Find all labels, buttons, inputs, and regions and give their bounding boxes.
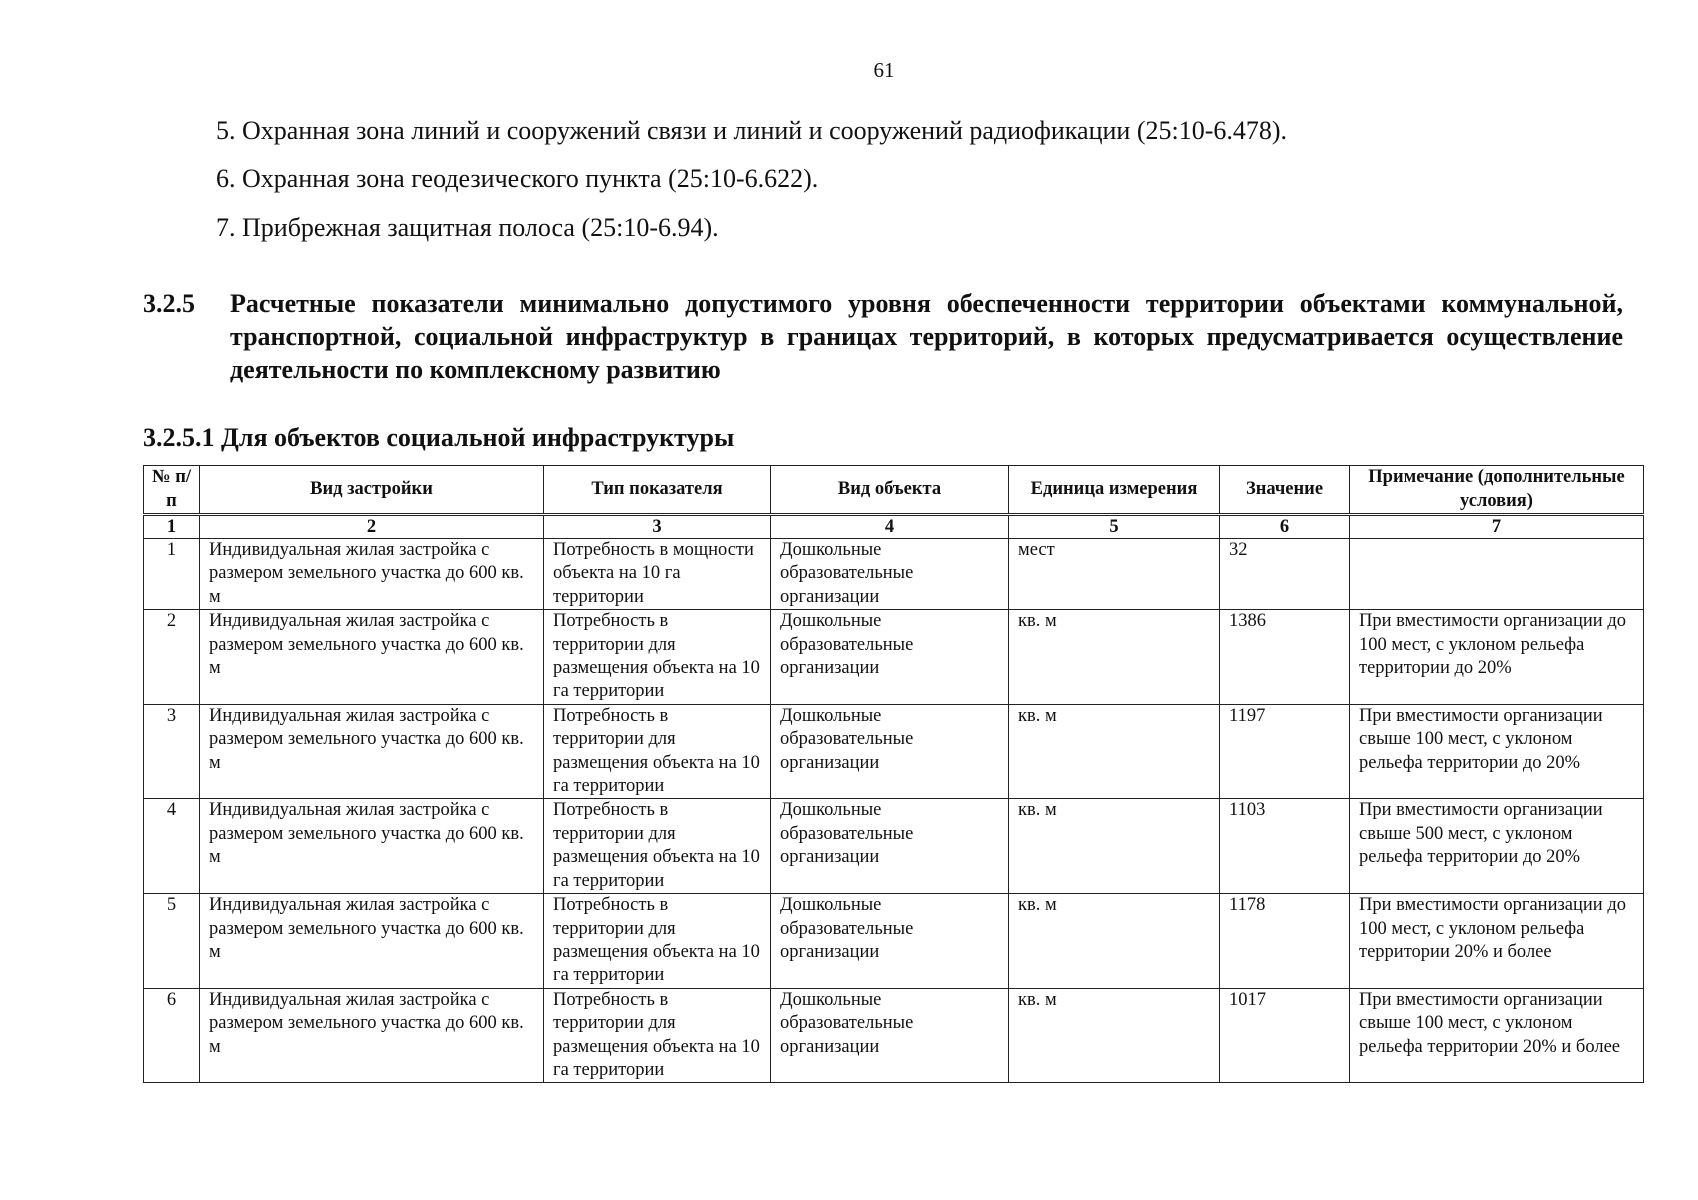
cell-indicator: Потребность в территории для размещения объекта на 10 га территории [544, 610, 771, 705]
cell-build-type: Индивидуальная жилая застройка с размером земельного участка до 600 кв. м [200, 894, 544, 989]
col-header-value: Значение [1220, 466, 1350, 515]
cell-note: При вместимости организации свыше 100 мест, с уклоном рельефа территории до 20% [1350, 704, 1644, 799]
column-number: 7 [1350, 515, 1644, 539]
table-row [144, 539, 1644, 610]
cell-build-type: Индивидуальная жилая застройка с размером земельного участка до 600 кв. м [200, 799, 544, 894]
table-row [144, 610, 1644, 705]
cell-object: Дошкольные образовательные организации [771, 539, 1009, 610]
col-header-object: Вид объекта [771, 466, 1009, 515]
column-number-row [144, 515, 1644, 539]
cell-note: При вместимости организации свыше 100 мест, с уклоном рельефа территории 20% и более [1350, 988, 1644, 1083]
cell-unit: мест [1009, 539, 1220, 610]
cell-unit: кв. м [1009, 704, 1220, 799]
column-number: 6 [1220, 515, 1350, 539]
cell-indicator: Потребность в территории для размещения объекта на 10 га территории [544, 894, 771, 989]
cell-value: 1017 [1220, 988, 1350, 1083]
cell-build-type: Индивидуальная жилая застройка с размером земельного участка до 600 кв. м [200, 988, 544, 1083]
list-item: 5. Охранная зона линий и сооружений связи и линий и сооружений радиофикации (25:10-6.478). [216, 116, 1288, 145]
cell-object: Дошкольные образовательные организации [771, 610, 1009, 705]
cell-unit: кв. м [1009, 610, 1220, 705]
cell-note: При вместимости организации свыше 500 мест, с уклоном рельефа территории до 20% [1350, 799, 1644, 894]
cell-value: 1103 [1220, 799, 1350, 894]
column-number: 2 [200, 515, 544, 539]
cell-note [1350, 539, 1644, 610]
cell-value: 1197 [1220, 704, 1350, 799]
cell-note: При вместимости организации до 100 мест, с уклоном рельефа территории до 20% [1350, 610, 1644, 705]
cell-note: При вместимости организации до 100 мест, с уклоном рельефа территории 20% и более [1350, 894, 1644, 989]
row-number: 6 [144, 988, 200, 1083]
column-number: 3 [544, 515, 771, 539]
col-header-build-type: Вид застройки [200, 466, 544, 515]
column-number: 1 [144, 515, 200, 539]
column-number: 5 [1009, 515, 1220, 539]
cell-indicator: Потребность в мощности объекта на 10 га территории [544, 539, 771, 610]
subsection-heading [143, 423, 734, 453]
cell-value: 1386 [1220, 610, 1350, 705]
table-row [144, 704, 1644, 799]
cell-build-type: Индивидуальная жилая застройка с размером земельного участка до 600 кв. м [200, 610, 544, 705]
page-number: 61 [873, 58, 895, 82]
list-item: 7. Прибрежная защитная полоса (25:10-6.94). [216, 213, 719, 242]
row-number: 2 [144, 610, 200, 705]
cell-object: Дошкольные образовательные организации [771, 704, 1009, 799]
row-number: 5 [144, 894, 200, 989]
row-number: 3 [144, 704, 200, 799]
table-row [144, 894, 1644, 989]
cell-object: Дошкольные образовательные организации [771, 799, 1009, 894]
row-number: 4 [144, 799, 200, 894]
cell-indicator: Потребность в территории для размещения объекта на 10 га территории [544, 799, 771, 894]
cell-unit: кв. м [1009, 799, 1220, 894]
column-number: 4 [771, 515, 1009, 539]
subsection-title: Для объектов социальной инфраструктуры [221, 423, 735, 452]
table-row [144, 988, 1644, 1083]
section-number: 3.2.5 [143, 289, 195, 318]
col-header-indicator: Тип показателя [544, 466, 771, 515]
subsection-number: 3.2.5.1 [143, 423, 215, 452]
cell-object: Дошкольные образовательные организации [771, 988, 1009, 1083]
section-heading [143, 287, 1623, 386]
cell-unit: кв. м [1009, 894, 1220, 989]
table-header-row [144, 466, 1644, 515]
col-header-num: № п/п [144, 466, 200, 515]
indicators-table [143, 465, 1644, 1083]
cell-indicator: Потребность в территории для размещения объекта на 10 га территории [544, 704, 771, 799]
cell-unit: кв. м [1009, 988, 1220, 1083]
col-header-note: Примечание (дополнительные условия) [1350, 466, 1644, 515]
row-number: 1 [144, 539, 200, 610]
table-row [144, 799, 1644, 894]
cell-value: 1178 [1220, 894, 1350, 989]
section-title: Расчетные показатели минимально допустимого уровня обеспеченности территории объектами коммунальной, транспортной, социальной инфраструктур в границах территорий, в которых предусматривается осуществление деятельности по комплексному развитию [230, 289, 1623, 384]
cell-build-type: Индивидуальная жилая застройка с размером земельного участка до 600 кв. м [200, 704, 544, 799]
cell-build-type: Индивидуальная жилая застройка с размером земельного участка до 600 кв. м [200, 539, 544, 610]
cell-object: Дошкольные образовательные организации [771, 894, 1009, 989]
cell-indicator: Потребность в территории для размещения объекта на 10 га территории [544, 988, 771, 1083]
list-item: 6. Охранная зона геодезического пункта (25:10-6.622). [216, 164, 819, 193]
cell-value: 32 [1220, 539, 1350, 610]
col-header-unit: Единица измерения [1009, 466, 1220, 515]
